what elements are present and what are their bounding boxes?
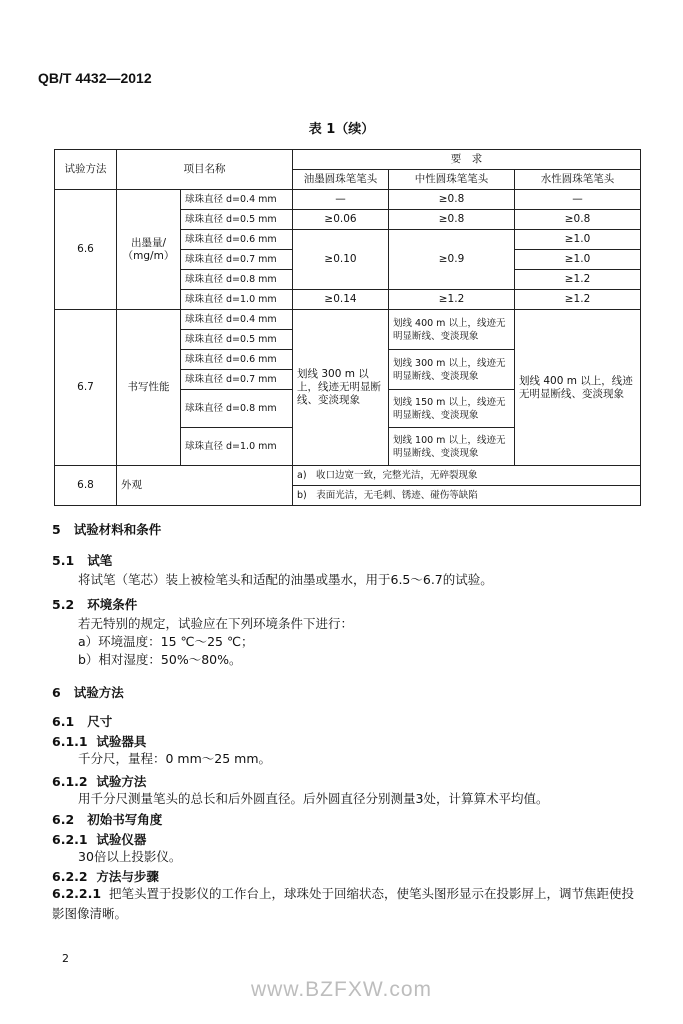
water-value: ≥1.0 (515, 250, 641, 270)
paragraph: 若无特别的规定，试验应在下列环境条件下进行： (78, 616, 354, 631)
watermark: www.BZFXW.com (250, 978, 432, 1001)
item-ink-output (117, 190, 181, 310)
section-number: 6.1.2 (52, 774, 88, 789)
section-heading (52, 551, 112, 569)
sub-item: 球珠直径 d=0.6 mm (181, 230, 293, 250)
section-title: 试验器具 (96, 734, 147, 749)
section-number: 6.2.2 (52, 869, 88, 884)
water-value: ≥1.2 (515, 270, 641, 290)
item-writing-performance: 书写性能 (117, 310, 181, 466)
section-title: 试验材料和条件 (73, 522, 162, 537)
section-number: 6.1 (52, 714, 75, 729)
item-ink-output-line1: 出墨量/ (130, 236, 167, 249)
requirements-table (54, 149, 641, 506)
list-item: b）相对湿度：50%～80%。 (78, 652, 242, 667)
sub-item: 球珠直径 d=0.5 mm (181, 210, 293, 230)
section-number: 5 (52, 522, 61, 537)
paragraph (52, 884, 638, 924)
paragraph-text: 把笔头置于投影仪的工作台上，球珠处于回缩状态，使笔头图形显示在投影屏上，调节焦距使投影图像清晰。 (52, 886, 635, 921)
table-title: 表 1（续） (308, 122, 375, 137)
section-title: 试验方法 (96, 774, 147, 789)
header-oil-pen: 油墨圆珠笔笔头 (293, 170, 389, 190)
header-neutral-pen: 中性圆珠笔笔头 (389, 170, 515, 190)
method-6-8: 6.8 (55, 466, 117, 506)
item-ink-output-line2: （mg/m） (122, 249, 175, 262)
section-title: 初始书写角度 (87, 812, 163, 827)
sub-item: 球珠直径 d=1.0 mm (181, 290, 293, 310)
neutral-writing-requirement: 划线 150 m 以上，线迹无明显断线、变淡现象 (389, 390, 515, 428)
standard-code: QB/T 4432—2012 (38, 70, 152, 86)
method-6-7: 6.7 (55, 310, 117, 466)
sub-item: 球珠直径 d=1.0 mm (181, 428, 293, 466)
neutral-writing-requirement: 划线 400 m 以上，线迹无明显断线、变淡现象 (389, 310, 515, 350)
section-number: 6.2 (52, 812, 75, 827)
section-title: 尺寸 (87, 714, 113, 729)
header-method: 试验方法 (55, 150, 117, 190)
section-title: 方法与步骤 (96, 869, 159, 884)
oil-value: ≥0.06 (293, 210, 389, 230)
water-value: ≥0.8 (515, 210, 641, 230)
sub-item: 球珠直径 d=0.4 mm (181, 190, 293, 210)
neutral-value: ≥0.8 (389, 190, 515, 210)
sub-item: 球珠直径 d=0.7 mm (181, 370, 293, 390)
paragraph: 30倍以上投影仪。 (78, 849, 182, 864)
oil-value: ≥0.14 (293, 290, 389, 310)
appearance-requirement-b: b) 表面光洁，无毛刺、锈迹、碰伤等缺陷 (293, 486, 641, 506)
section-heading (52, 810, 162, 828)
neutral-writing-requirement: 划线 300 m 以上，线迹无明显断线、变淡现象 (389, 350, 515, 390)
section-heading (52, 732, 146, 750)
water-writing-requirement: 划线 400 m 以上，线迹无明显断线、变淡现象 (515, 310, 641, 466)
section-number: 5.1 (52, 553, 75, 568)
neutral-value: ≥0.9 (389, 230, 515, 290)
section-heading (52, 772, 146, 790)
sub-item: 球珠直径 d=0.6 mm (181, 350, 293, 370)
neutral-writing-requirement: 划线 100 m 以上，线迹无明显断线、变淡现象 (389, 428, 515, 466)
section-number: 5.2 (52, 597, 75, 612)
water-value: — (515, 190, 641, 210)
sub-item: 球珠直径 d=0.8 mm (181, 390, 293, 428)
water-value: ≥1.0 (515, 230, 641, 250)
oil-value: ≥0.10 (293, 230, 389, 290)
method-6-6: 6.6 (55, 190, 117, 310)
header-item: 项目名称 (117, 150, 293, 190)
section-number: 6.2.2.1 (52, 886, 102, 901)
neutral-value: ≥0.8 (389, 210, 515, 230)
section-heading (52, 520, 161, 538)
section-heading (52, 867, 159, 885)
header-requirements: 要 求 (293, 150, 641, 170)
section-title: 试笔 (87, 553, 113, 568)
sub-item: 球珠直径 d=0.5 mm (181, 330, 293, 350)
sub-item: 球珠直径 d=0.8 mm (181, 270, 293, 290)
section-number: 6 (52, 685, 61, 700)
section-heading (52, 595, 137, 613)
sub-item: 球珠直径 d=0.4 mm (181, 310, 293, 330)
paragraph: 千分尺，量程：0 mm～25 mm。 (78, 751, 272, 766)
paragraph: 将试笔（笔芯）装上被检笔头和适配的油墨或墨水，用于6.5～6.7的试验。 (78, 572, 493, 587)
header-water-pen: 水性圆珠笔笔头 (515, 170, 641, 190)
section-title: 环境条件 (87, 597, 138, 612)
section-title: 试验仪器 (96, 832, 147, 847)
list-item: a）环境温度：15 ℃～25 ℃； (78, 634, 254, 649)
section-number: 6.2.1 (52, 832, 88, 847)
water-value: ≥1.2 (515, 290, 641, 310)
oil-writing-requirement: 划线 300 m 以上，线迹无明显断线、变淡现象 (293, 310, 389, 466)
section-heading (52, 830, 146, 848)
page-number: 2 (62, 952, 69, 965)
appearance-requirement-a: a) 收口边宽一致，完整光洁，无碎裂现象 (293, 466, 641, 486)
oil-value: — (293, 190, 389, 210)
section-heading (52, 712, 112, 730)
section-heading (52, 683, 124, 701)
section-number: 6.1.1 (52, 734, 88, 749)
paragraph: 用千分尺测量笔头的总长和后外圆直径。后外圆直径分别测量3处，计算算术平均值。 (78, 791, 549, 806)
section-title: 试验方法 (73, 685, 124, 700)
neutral-value: ≥1.2 (389, 290, 515, 310)
item-appearance: 外观 (117, 466, 293, 506)
sub-item: 球珠直径 d=0.7 mm (181, 250, 293, 270)
